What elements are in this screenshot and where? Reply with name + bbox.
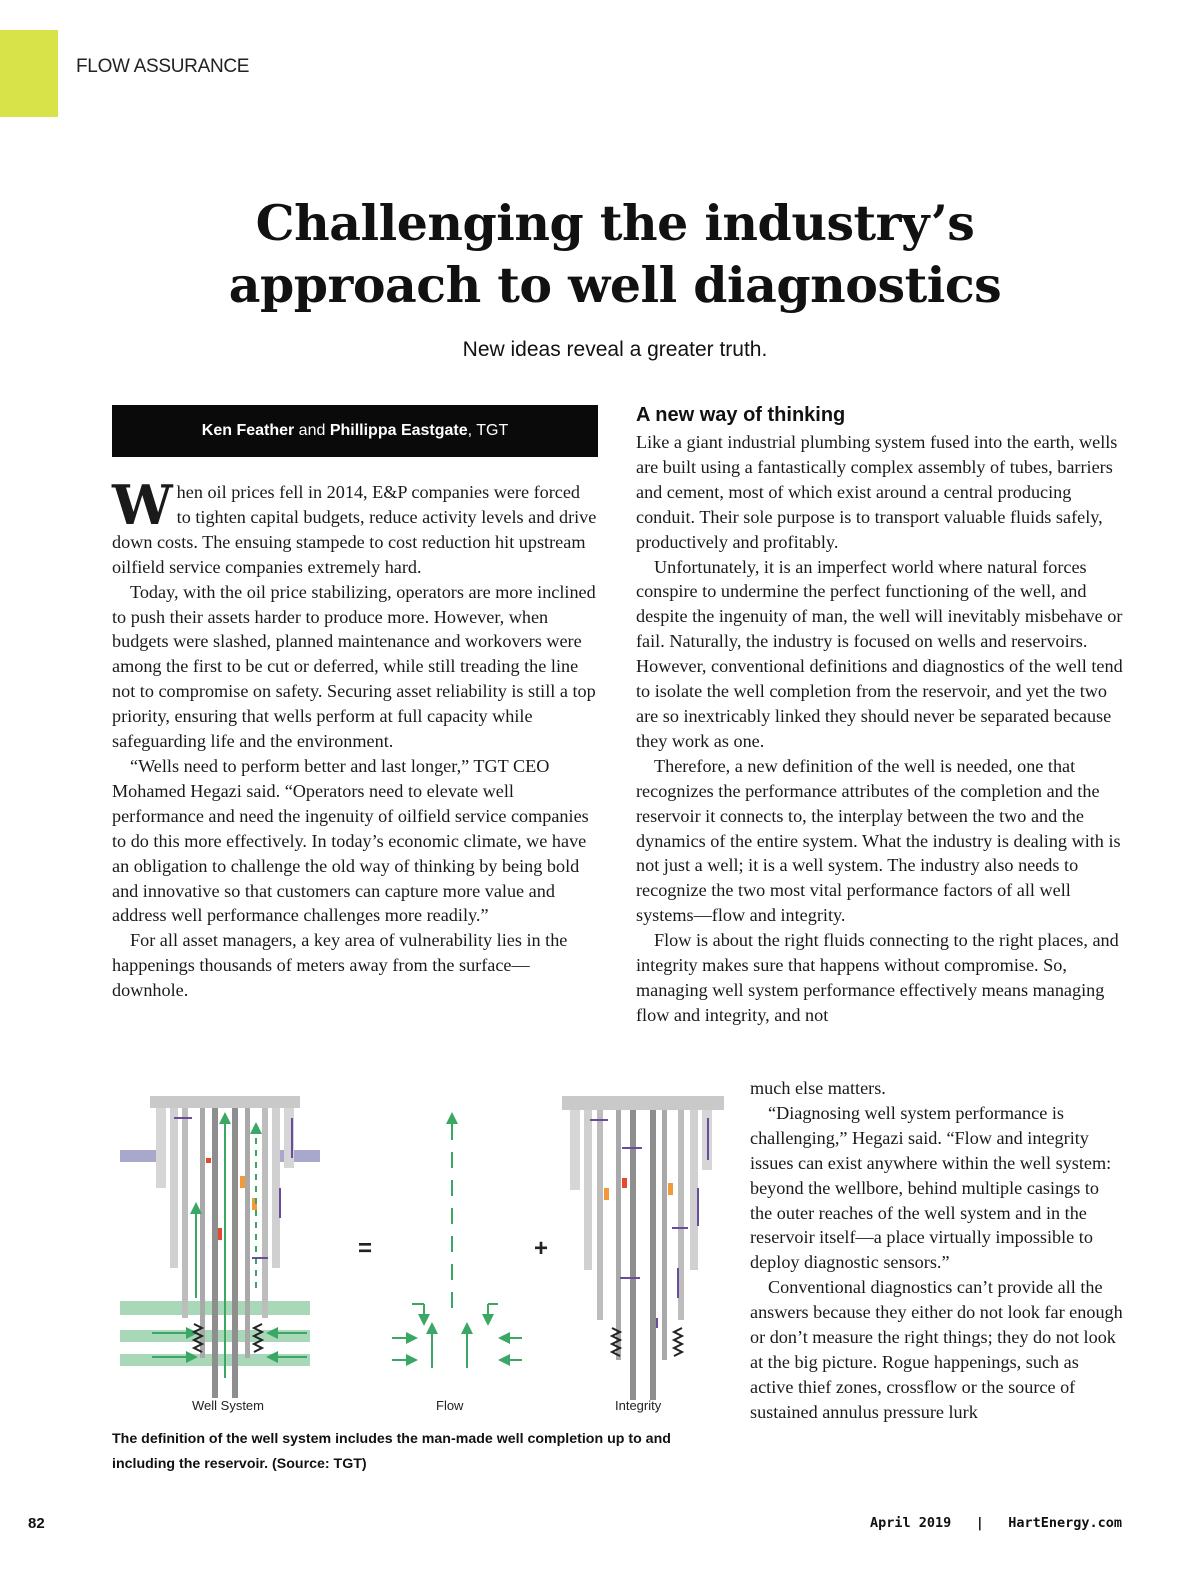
- column-2: [636, 430, 1124, 1028]
- paragraph: much else matters.: [750, 1078, 886, 1098]
- subheading: A new way of thinking: [636, 404, 846, 426]
- label-integrity: Integrity: [615, 1398, 662, 1413]
- article-deck: New ideas reveal a greater truth.: [462, 338, 768, 361]
- byline-conj: and: [294, 422, 330, 439]
- paragraph: “Wells need to perform better and last longer,” TGT CEO Mohamed Hegazi said. “Operators need to elevate well performance and need the ingenuity of oilfield service companies to do this more effectively. In today’s economic climate, we have an obligation to challenge the old way of thinking by being bold and innovative so that customers can capture more value and address well performance challenges more readily.”: [112, 755, 589, 926]
- well-system-panel: [120, 1096, 320, 1398]
- well-system-diagram: [112, 1088, 732, 1418]
- drop-cap: W: [112, 473, 173, 537]
- paragraph: For all asset managers, a key area of vulnerability lies in the happenings thousands of meters away from the surface—downhole.: [112, 930, 568, 1001]
- section-color-tab: [0, 30, 58, 117]
- integrity-panel: [562, 1096, 724, 1400]
- title-line-1: Challenging the industry’s: [255, 194, 975, 252]
- byline-affiliation: , TGT: [467, 422, 509, 439]
- column-1: [112, 473, 598, 1003]
- paragraph: Unfortunately, it is an imperfect world where natural forces conspire to undermine the perfect functioning of the well, and despite the ingenuity of man, the well will inevitably misbehave or fail. Naturally, the industry is focused on wells and reservoirs. However, conventional definitions and diagnostics of the well tend to isolate the well completion from the reservoir, and yet the two are so inextricably linked they should never be separated because they work as one.: [636, 556, 1123, 751]
- author-1: Ken Feather: [201, 422, 295, 439]
- title-line-2: approach to well diagnostics: [228, 256, 1002, 314]
- author-2: Phillippa Eastgate: [329, 422, 468, 439]
- paragraph: Conventional diagnostics can’t provide all the answers because they either do not look far enough or don’t measure the right things; they do not look at the big picture. Rogue happenings, such as active thief zones, crossflow or the source of sustained annulus pressure lurk: [750, 1277, 1123, 1422]
- plus-sign: +: [534, 1235, 549, 1262]
- section-label: FLOW ASSURANCE: [76, 56, 250, 77]
- flow-panel: [392, 1118, 522, 1368]
- paragraph: “Diagnosing well system performance is challenging,” Hegazi said. “Flow and integrity issues can exist anywhere within the well system: beyond the wellbore, behind multiple casings to the outer reaches of the well system and in the reservoir itself—a place virtually impossible to deploy diagnostic sensors.”: [750, 1102, 1112, 1273]
- byline-bar: [112, 405, 598, 457]
- paragraph: Therefore, a new definition of the well is needed, one that recognizes the performance attributes of the completion and the reservoir it connects to, the interplay between the two and the dynamics of the entire system. What the industry is dealing with is not just a well; it is a well system. The industry also needs to recognize the two most vital performance factors of all well systems—flow and integrity.: [636, 755, 1121, 926]
- paragraph: When oil prices fell in 2014, E&P companies were forced to tighten capital budgets, reduce activity levels and drive down costs. The ensuing stampede to cost reduction hit upstream oilfield service companies extremely hard.: [112, 473, 597, 577]
- page-number: 82: [28, 1515, 45, 1532]
- paragraph: Flow is about the right fluids connecting to the right places, and integrity makes sure that happens without compromise. So, managing well system performance effectively means managing flow and integrity, and not: [636, 930, 1119, 1025]
- label-flow: Flow: [436, 1398, 464, 1413]
- figure-caption: The definition of the well system includes the man-made well completion up to and including the reservoir. (Source: TGT): [112, 1431, 671, 1472]
- label-well-system: Well System: [192, 1398, 264, 1413]
- column-3: [750, 1076, 1124, 1425]
- equals-sign: =: [358, 1235, 373, 1262]
- footer-issue: April 2019 | HartEnergy.com: [870, 1515, 1122, 1531]
- paragraph: Today, with the oil price stabilizing, operators are more inclined to push their assets harder to produce more. However, when budgets were slashed, planned maintenance and workovers were among the first to be cut or deferred, while still treading the line not to compromise on safety. Securing asset reliability is still a top priority, ensuring that wells perform at full capacity while safeguarding life and the environment.: [112, 581, 596, 752]
- paragraph: Like a giant industrial plumbing system fused into the earth, wells are built using a fantastically complex assembly of tubes, barriers and cement, most of which exist around a central producing conduit. Their sole purpose is to transport valuable fluids safely, productively and profitably.: [636, 432, 1118, 552]
- article-title: [150, 192, 1080, 316]
- well-system-figure: [112, 1088, 732, 1418]
